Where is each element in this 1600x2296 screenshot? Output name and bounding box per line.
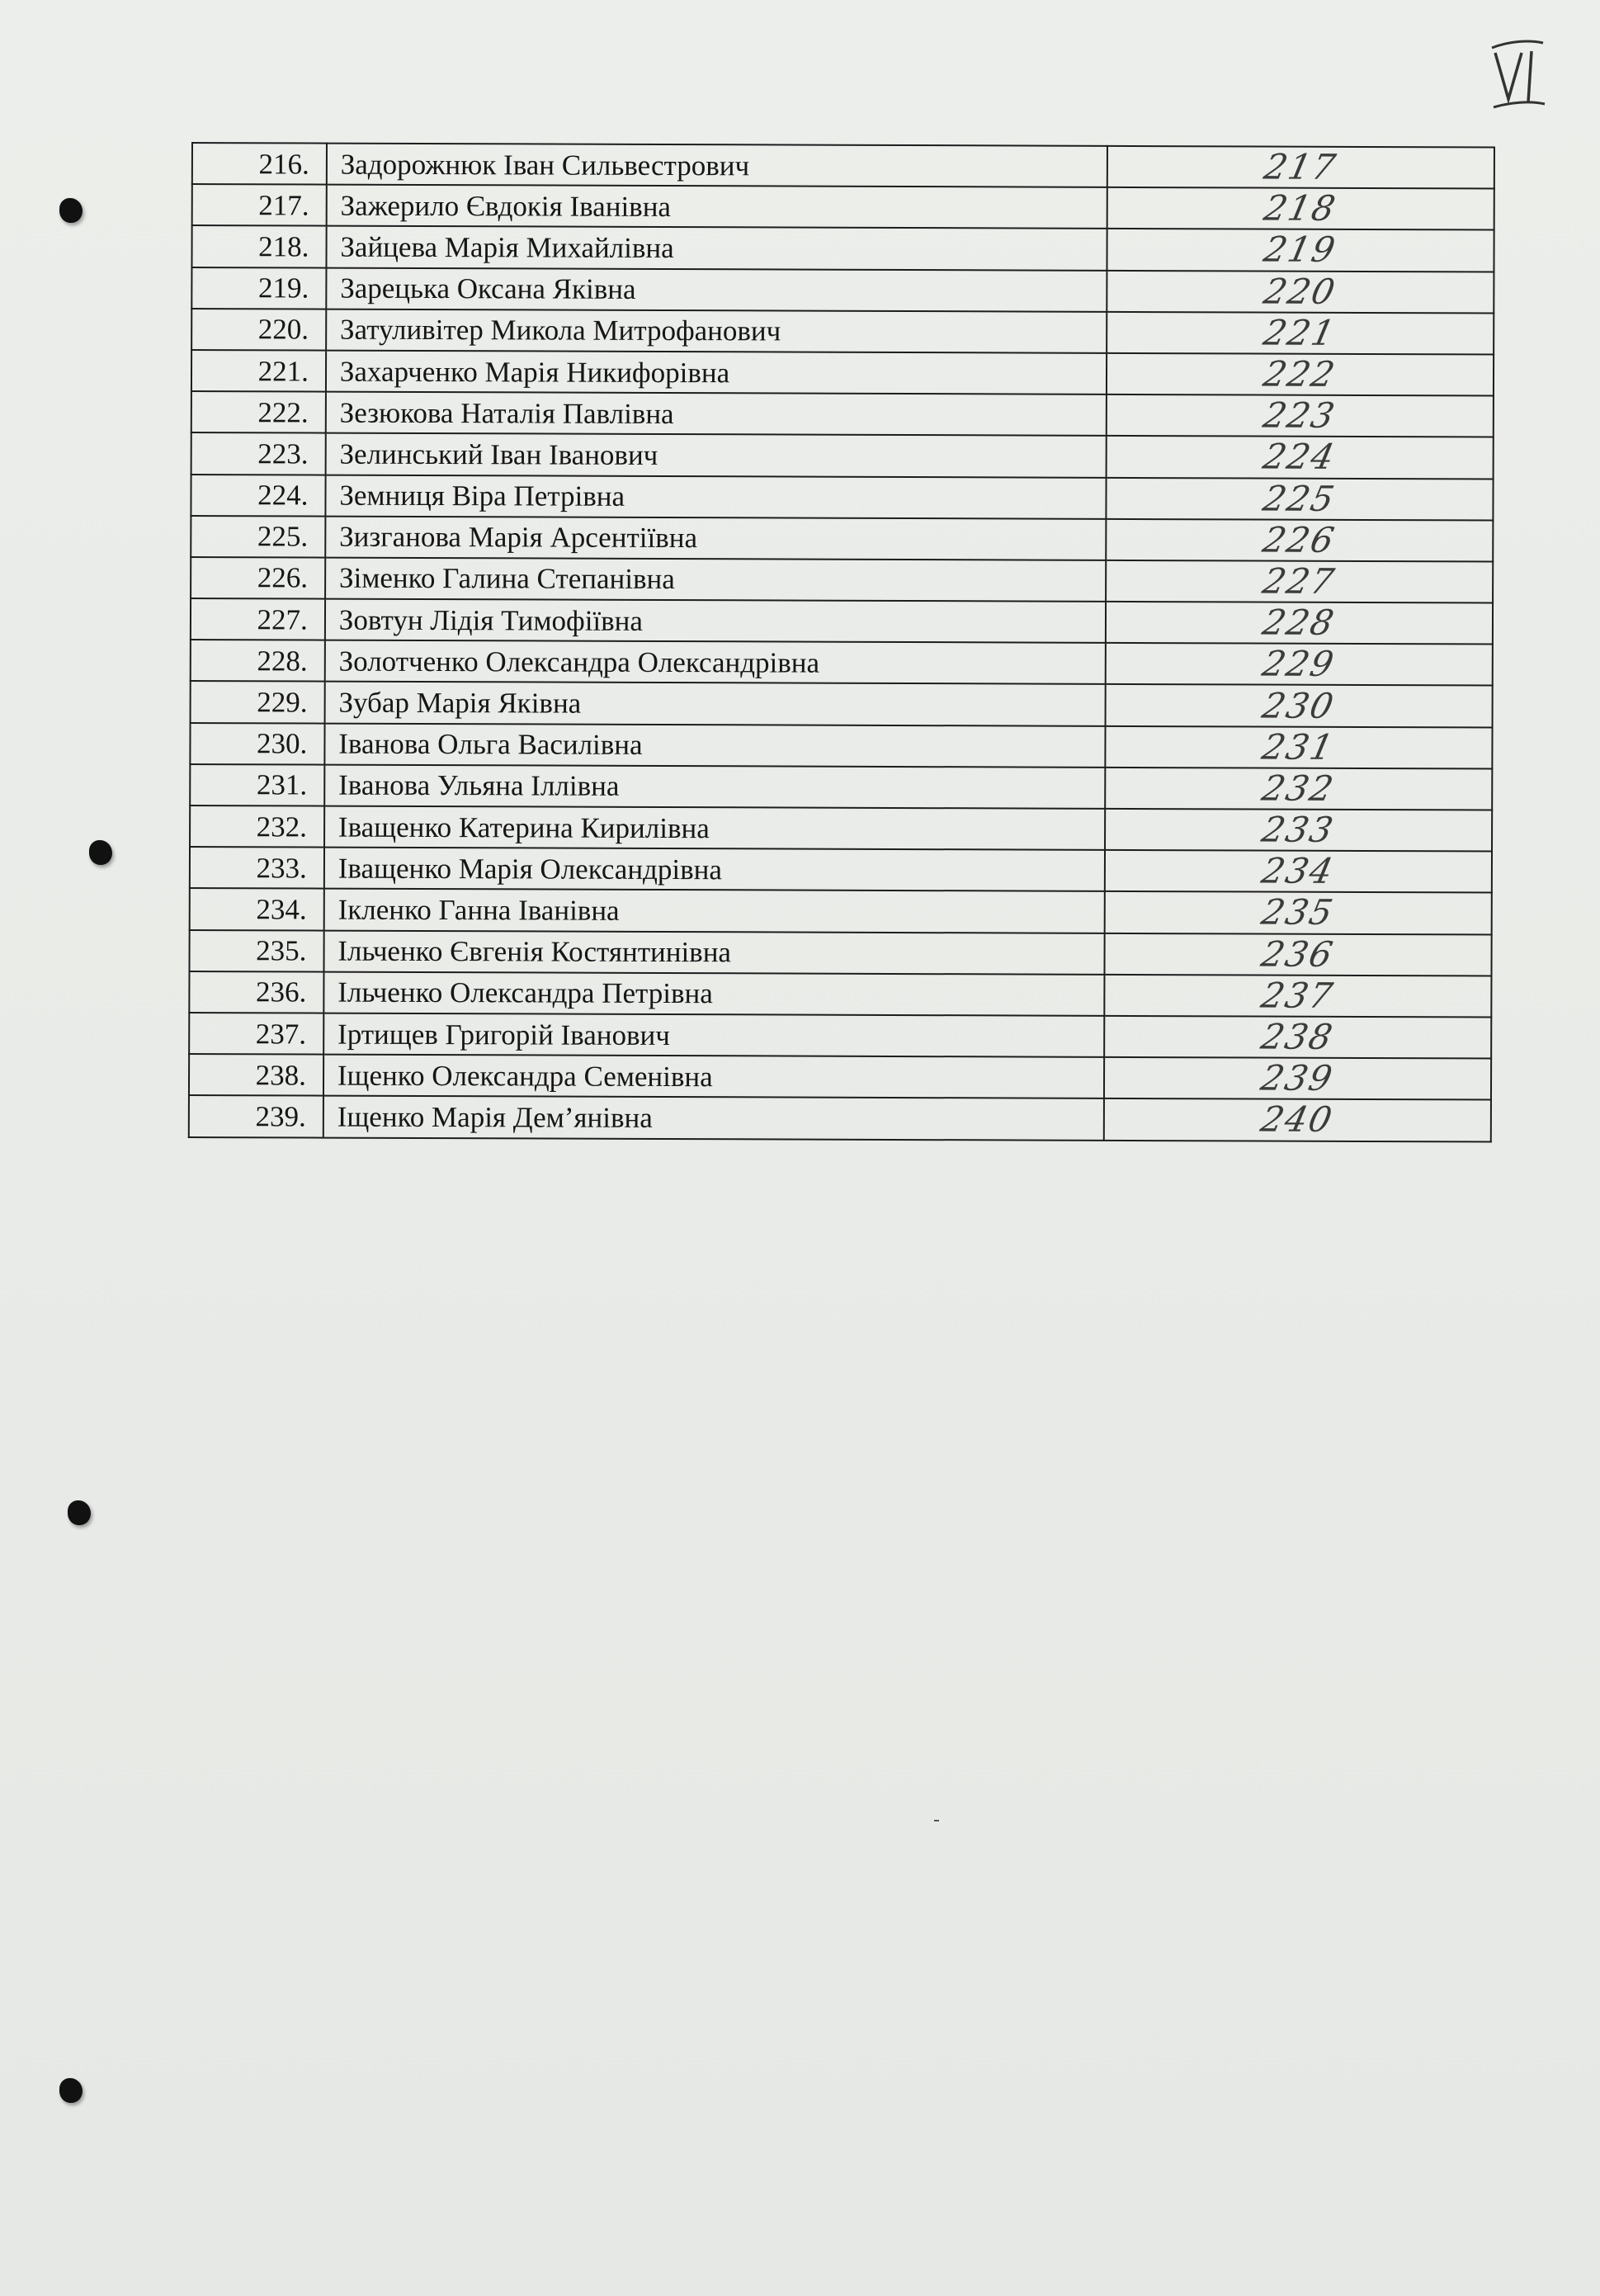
row-number: 223. xyxy=(191,432,326,475)
row-number: 222. xyxy=(191,391,326,433)
row-number: 229. xyxy=(191,681,325,723)
punch-hole-bottom xyxy=(59,2078,83,2103)
person-name: Задорожнюк Іван Сильвестрович xyxy=(327,144,1107,187)
table-row xyxy=(189,930,1491,976)
table-row xyxy=(192,143,1494,189)
row-number: 235. xyxy=(189,930,323,972)
row-number: 236. xyxy=(189,971,323,1013)
table-row xyxy=(190,847,1492,893)
row-number: 226. xyxy=(191,557,325,599)
table-row xyxy=(190,805,1492,852)
register-body xyxy=(189,143,1494,1141)
handwritten-sheet-number: 228 xyxy=(1106,602,1494,645)
table-row xyxy=(191,475,1493,521)
person-name: Іванова Ольга Василівна xyxy=(324,723,1105,767)
row-number: 237. xyxy=(189,1013,323,1055)
person-name: Зайцева Марія Михайлівна xyxy=(326,226,1107,270)
punch-hole-upper-middle xyxy=(89,840,112,865)
handwritten-sheet-number: 230 xyxy=(1105,684,1493,727)
person-name: Зизганова Марія Арсентіївна xyxy=(325,516,1106,560)
person-name: Ікленко Ганна Іванівна xyxy=(324,889,1105,933)
person-name: Іващенко Марія Олександрівна xyxy=(324,848,1105,891)
table-row xyxy=(190,723,1492,769)
row-number: 232. xyxy=(190,805,324,848)
table-row xyxy=(189,1054,1491,1100)
row-number: 227. xyxy=(191,598,325,640)
row-number: 238. xyxy=(189,1054,323,1096)
row-number: 224. xyxy=(191,475,325,517)
table-row xyxy=(191,557,1493,603)
table-row xyxy=(191,432,1494,479)
row-number: 239. xyxy=(189,1095,323,1137)
person-name: Іващенко Катерина Кирилівна xyxy=(324,806,1105,850)
row-number: 216. xyxy=(192,143,327,185)
table-row xyxy=(191,309,1494,355)
handwritten-sheet-number: 218 xyxy=(1107,187,1494,230)
person-name: Ільченко Євгенія Костянтинівна xyxy=(323,930,1104,974)
handwritten-sheet-number: 229 xyxy=(1105,643,1493,686)
punch-hole-lower-middle xyxy=(68,1500,91,1525)
handwritten-sheet-number: 224 xyxy=(1106,436,1494,479)
table-row xyxy=(191,267,1494,314)
handwritten-sheet-number: 227 xyxy=(1106,560,1494,603)
handwritten-sheet-number: 235 xyxy=(1104,891,1492,934)
handwritten-sheet-number: 225 xyxy=(1106,477,1494,520)
table-row xyxy=(191,681,1493,727)
handwritten-sheet-number: 231 xyxy=(1105,725,1493,768)
handwritten-sheet-number: 234 xyxy=(1104,850,1492,893)
person-name: Земниця Віра Петрівна xyxy=(325,475,1106,518)
person-name: Зубар Марія Яківна xyxy=(324,682,1105,725)
person-name: Іванова Ульяна Іллівна xyxy=(324,764,1105,808)
person-name: Зіменко Галина Степанівна xyxy=(325,557,1106,601)
roman-numeral-six-mark xyxy=(1484,33,1550,116)
row-number: 228. xyxy=(191,640,325,682)
handwritten-page-mark xyxy=(1484,33,1550,116)
handwritten-sheet-number: 222 xyxy=(1107,353,1494,396)
person-name: Іртищев Григорій Іванович xyxy=(323,1013,1104,1057)
handwritten-sheet-number: 233 xyxy=(1105,809,1493,852)
person-name: Зарецька Оксана Яківна xyxy=(326,267,1107,311)
punch-hole-top xyxy=(59,198,83,223)
handwritten-sheet-number: 226 xyxy=(1106,519,1494,562)
row-number: 219. xyxy=(191,267,326,309)
row-number: 234. xyxy=(190,888,324,930)
handwritten-sheet-number: 240 xyxy=(1103,1098,1491,1141)
handwritten-sheet-number: 239 xyxy=(1104,1057,1492,1100)
handwritten-sheet-number: 221 xyxy=(1107,312,1494,355)
table-row xyxy=(191,225,1494,272)
person-name: Золотченко Олександра Олександрівна xyxy=(325,640,1106,684)
table-row xyxy=(191,391,1494,437)
table-row xyxy=(191,350,1494,396)
table-row xyxy=(191,598,1493,645)
person-name: Зелинський Іван Іванович xyxy=(325,433,1106,477)
row-number: 230. xyxy=(190,723,324,765)
handwritten-sheet-number: 219 xyxy=(1107,229,1494,272)
table-row xyxy=(189,971,1491,1018)
table-row xyxy=(191,516,1493,562)
person-name: Захарченко Марія Никифорівна xyxy=(326,351,1107,394)
person-name: Затуливітер Микола Митрофанович xyxy=(326,309,1107,352)
handwritten-sheet-number: 220 xyxy=(1107,270,1494,313)
handwritten-sheet-number: 236 xyxy=(1104,933,1492,976)
handwritten-sheet-number: 232 xyxy=(1105,768,1493,810)
handwritten-sheet-number: 237 xyxy=(1104,975,1492,1018)
table-row xyxy=(189,1095,1491,1141)
table-row xyxy=(189,1013,1491,1059)
handwritten-sheet-number: 223 xyxy=(1106,394,1494,437)
handwritten-sheet-number: 238 xyxy=(1104,1016,1492,1059)
person-name: Іщенко Олександра Семенівна xyxy=(323,1055,1104,1098)
row-number: 225. xyxy=(191,516,325,558)
row-number: 233. xyxy=(190,847,324,889)
row-number: 231. xyxy=(190,764,324,806)
person-name: Зажерило Євдокія Іванівна xyxy=(327,185,1107,229)
paper-speck xyxy=(934,1820,939,1821)
person-name: Іщенко Марія Дем’янівна xyxy=(323,1096,1104,1140)
row-number: 220. xyxy=(191,309,326,351)
row-number: 217. xyxy=(192,184,327,226)
handwritten-sheet-number: 217 xyxy=(1107,146,1494,189)
person-name: Зезюкова Наталія Павлівна xyxy=(326,392,1107,436)
table-row xyxy=(192,184,1494,230)
table-row xyxy=(190,888,1492,934)
row-number: 218. xyxy=(191,225,326,267)
person-name: Зовтун Лідія Тимофіївна xyxy=(325,599,1106,643)
table-row xyxy=(190,764,1492,810)
row-number: 221. xyxy=(191,350,326,392)
person-name: Ільченко Олександра Петрівна xyxy=(323,971,1104,1015)
name-register-table xyxy=(188,142,1495,1142)
table-row xyxy=(191,640,1493,686)
